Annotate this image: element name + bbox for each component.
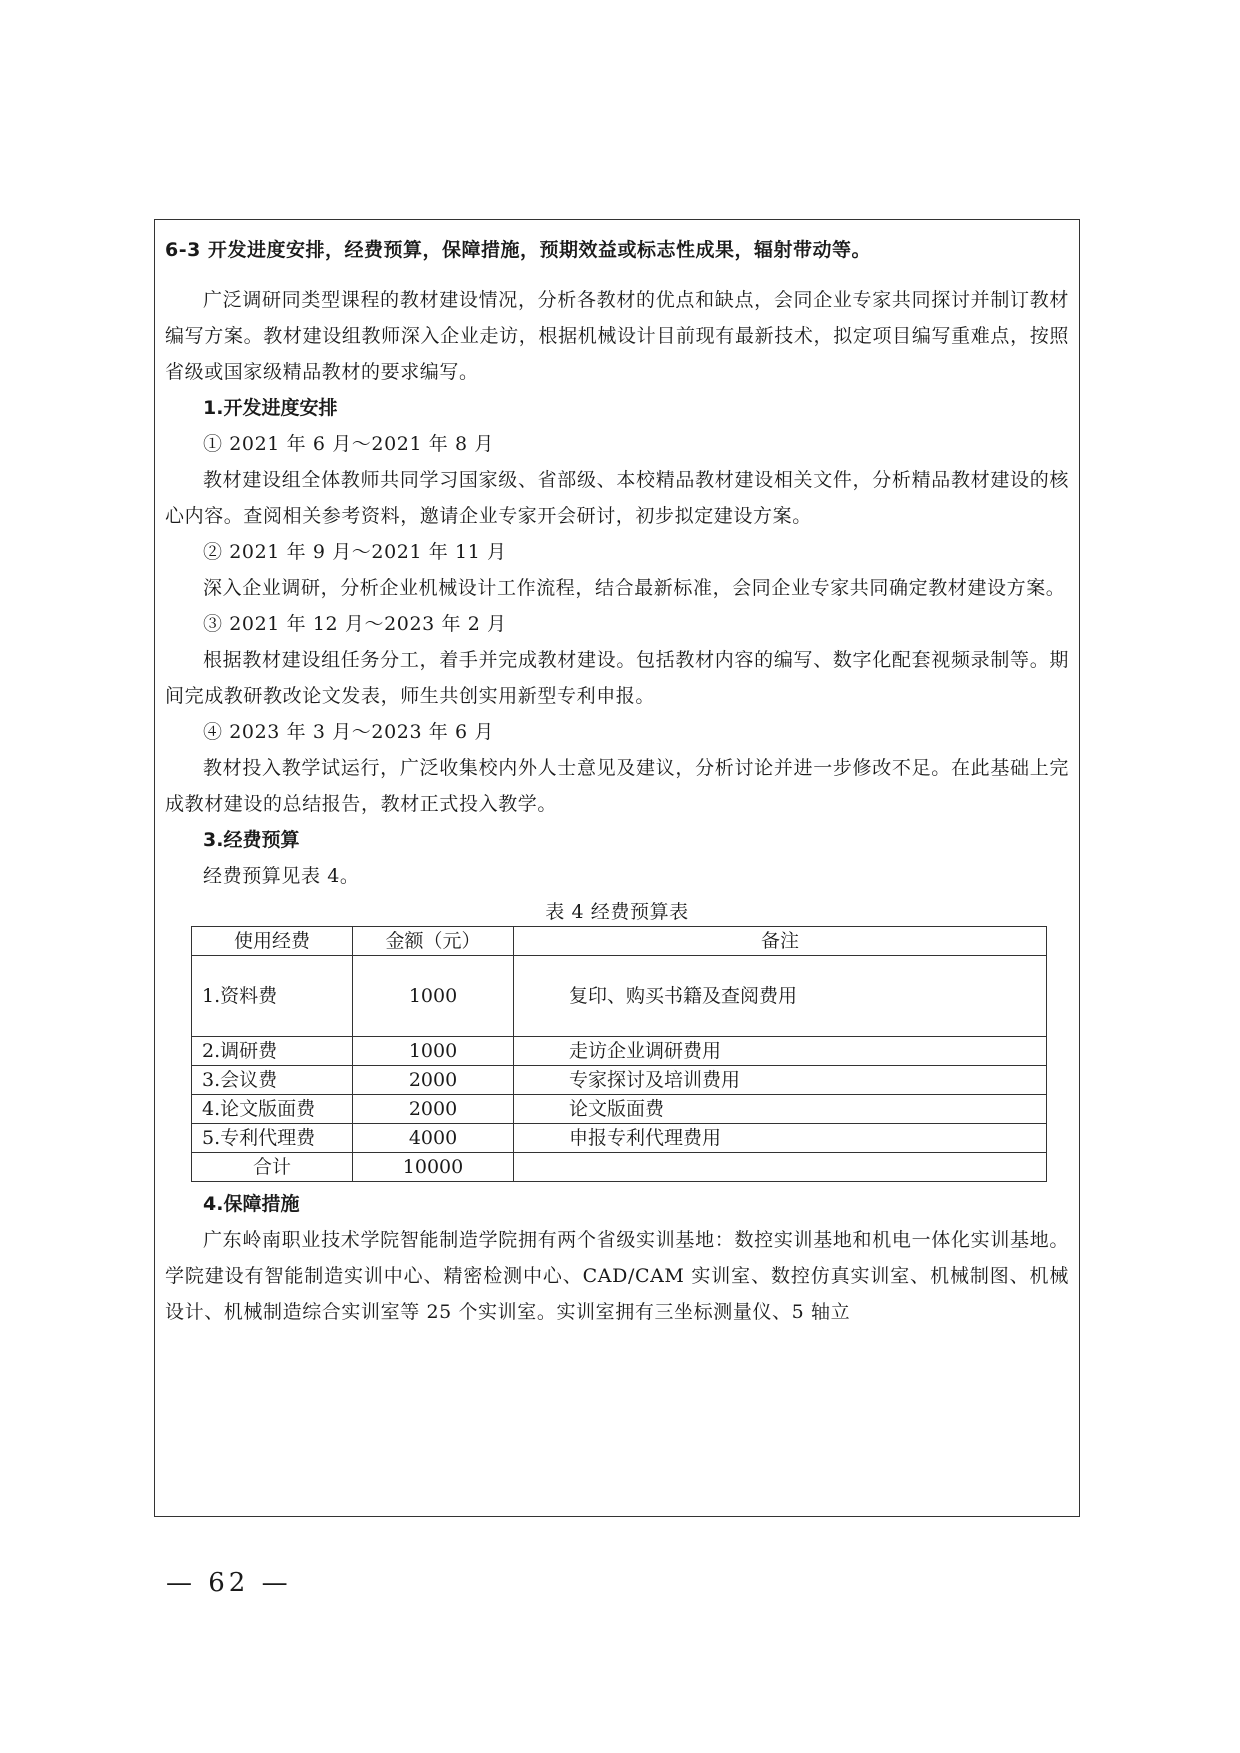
phase-period: ① 2021 年 6 月～2021 年 8 月 xyxy=(203,433,494,455)
guarantee-paragraph: 广东岭南职业技术学院智能制造学院拥有两个省级实训基地：数控实训基地和机电一体化实训基地。学院建设有智能制造实训中心、精密检测中心、CAD/CAM 实训室、数控仿真实训室、机械制图、机械设计、机械制造综合实训室等 25 个实训室。实训室拥有三坐标测量仪、5 轴立 xyxy=(165,1229,1069,1323)
cell-total-note xyxy=(514,1153,1047,1182)
section-title-budget: 3.经费预算 xyxy=(203,829,300,851)
cell-note: 走访企业调研费用 xyxy=(514,1037,1047,1066)
cell-item: 3.会议费 xyxy=(192,1066,353,1095)
cell-note: 申报专利代理费用 xyxy=(514,1124,1047,1153)
intro-paragraph: 广泛调研同类型课程的教材建设情况，分析各教材的优点和缺点，会同企业专家共同探讨并制订教材编写方案。教材建设组教师深入企业走访，根据机械设计目前现有最新技术，拟定项目编写重难点，按照省级或国家级精品教材的要求编写。 xyxy=(165,289,1069,383)
table-row xyxy=(192,956,1047,1037)
header-note: 备注 xyxy=(514,927,1047,956)
table-row xyxy=(192,1124,1047,1153)
content-body xyxy=(155,220,1079,1330)
cell-total-label: 合计 xyxy=(192,1153,353,1182)
table-header-row xyxy=(192,927,1047,956)
section-title-schedule: 1.开发进度安排 xyxy=(203,397,338,419)
cell-item: 4.论文版面费 xyxy=(192,1095,353,1124)
cell-item: 2.调研费 xyxy=(192,1037,353,1066)
cell-note: 专家探讨及培训费用 xyxy=(514,1066,1047,1095)
cell-item: 1.资料费 xyxy=(192,956,353,1037)
cell-note: 论文版面费 xyxy=(514,1095,1047,1124)
cell-item: 5.专利代理费 xyxy=(192,1124,353,1153)
form-section-heading: 6-3 开发进度安排，经费预算，保障措施，预期效益或标志性成果，辐射带动等。 xyxy=(165,239,871,261)
table-total-row xyxy=(192,1153,1047,1182)
cell-amount: 1000 xyxy=(353,1037,514,1066)
budget-intro: 经费预算见表 4。 xyxy=(203,865,360,887)
cell-amount: 1000 xyxy=(353,956,514,1037)
phase-period: ③ 2021 年 12 月～2023 年 2 月 xyxy=(203,613,507,635)
header-amount: 金额（元） xyxy=(353,927,514,956)
phase-text: 根据教材建设组任务分工，着手并完成教材建设。包括教材内容的编写、数字化配套视频录制等。期间完成教研教改论文发表，师生共创实用新型专利申报。 xyxy=(165,649,1069,707)
phase-text: 深入企业调研，分析企业机械设计工作流程，结合最新标准，会同企业专家共同确定教材建设方案。 xyxy=(203,577,1066,599)
table-caption: 表 4 经费预算表 xyxy=(545,901,689,923)
cell-amount: 2000 xyxy=(353,1095,514,1124)
page-number: — 62 — xyxy=(166,1568,292,1598)
phase-text: 教材建设组全体教师共同学习国家级、省部级、本校精品教材建设相关文件，分析精品教材建设的核心内容。查阅相关参考资料，邀请企业专家开会研讨，初步拟定建设方案。 xyxy=(165,469,1069,527)
phase-period: ④ 2023 年 3 月～2023 年 6 月 xyxy=(203,721,494,743)
cell-amount: 2000 xyxy=(353,1066,514,1095)
table-row xyxy=(192,1037,1047,1066)
phase-period: ② 2021 年 9 月～2021 年 11 月 xyxy=(203,541,507,563)
cell-amount: 4000 xyxy=(353,1124,514,1153)
table-row xyxy=(192,1066,1047,1095)
table-row xyxy=(192,1095,1047,1124)
cell-note: 复印、购买书籍及查阅费用 xyxy=(514,956,1047,1037)
budget-table xyxy=(191,926,1047,1182)
content-frame xyxy=(154,219,1080,1517)
header-item: 使用经费 xyxy=(192,927,353,956)
phase-text: 教材投入教学试运行，广泛收集校内外人士意见及建议，分析讨论并进一步修改不足。在此基础上完成教材建设的总结报告，教材正式投入教学。 xyxy=(165,757,1069,815)
cell-total-amount: 10000 xyxy=(353,1153,514,1182)
section-title-guarantee: 4.保障措施 xyxy=(203,1193,300,1215)
